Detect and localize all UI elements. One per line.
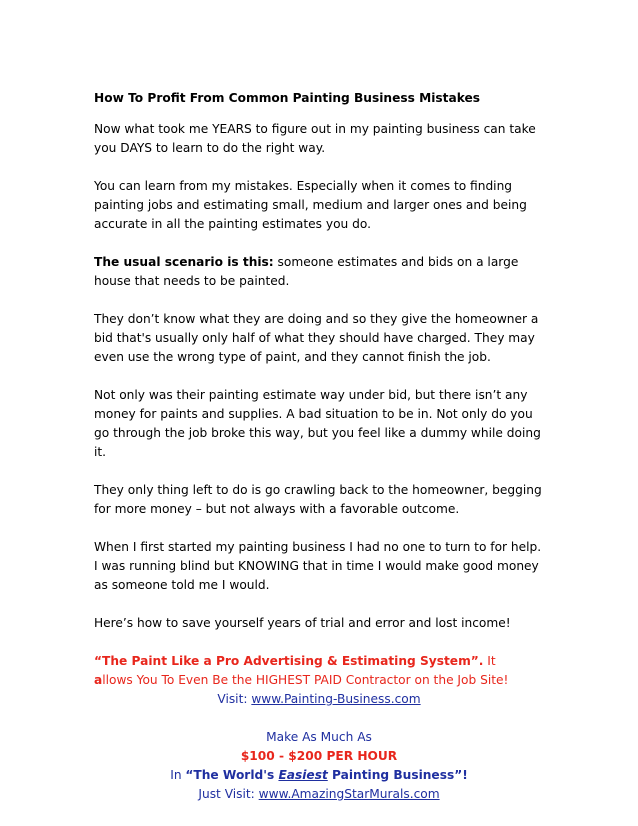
paragraph-scenario <box>94 253 544 291</box>
promo-worlds-pre: “The World's <box>185 768 279 782</box>
promo-allows-rest: llows You To Even Be the HIGHEST PAID Contractor on the Job Site! <box>102 673 509 687</box>
scenario-text: someone estimates and bids on a large house that needs to be painted. <box>94 255 519 288</box>
promo-just-visit-line <box>94 785 544 804</box>
spacer <box>94 709 544 728</box>
document-title: How To Profit From Common Painting Business Mistakes <box>94 91 481 105</box>
paragraph-save-yourself: Here’s how to save yourself years of trial and error and lost income! <box>94 616 511 630</box>
promo-visit-line <box>94 690 544 709</box>
paragraph-bid: They don’t know what they are doing and so they give the homeowner a bid that's usually only half of what they should have charged. They may even use the wrong type of paint, and they cannot finish the job. <box>94 312 539 364</box>
paragraph-first-started: When I first started my painting business I had no one to turn to for help. I was running blind but KNOWING that in time I would make good money as someone told me I would. <box>94 540 542 592</box>
scenario-lead: The usual scenario is this: <box>94 255 274 269</box>
promo-system-line <box>94 652 544 671</box>
document-page <box>94 89 544 804</box>
paragraph-intro: Now what took me YEARS to figure out in my painting business can take you DAYS to learn to do the right way. <box>94 122 536 155</box>
promo-just-visit-label: Just Visit: <box>198 787 259 801</box>
painting-business-link[interactable]: www.Painting-Business.com <box>251 692 421 706</box>
promo-make-line: Make As Much As <box>266 730 372 744</box>
promo-system-name: “The Paint Like a Pro Advertising & Estimating System”. <box>94 654 484 668</box>
promo-rate-line: $100 - $200 PER HOUR <box>240 749 398 763</box>
paragraph-learn: You can learn from my mistakes. Especially when it comes to finding painting jobs and estimating small, medium and larger ones and being accurate in all the painting estimates you do. <box>94 179 527 231</box>
promo-allows-line <box>94 671 544 690</box>
promo-in-word: In <box>170 768 186 782</box>
amazing-star-murals-link[interactable]: www.AmazingStarMurals.com <box>258 787 440 801</box>
paragraph-crawling: They only thing left to do is go crawling back to the homeowner, begging for more money – but not always with a favorable outcome. <box>94 483 542 516</box>
promo-it: It <box>483 654 496 668</box>
promo-allows-first: a <box>94 673 103 687</box>
promo-worlds-line <box>94 766 544 785</box>
paragraph-underbid: Not only was their painting estimate way under bid, but there isn’t any money for paints and supplies. A bad situation to be in. Not only do you go through the job broke this way, but you feel like a dummy while doing it. <box>94 388 541 459</box>
promo-visit-label: Visit: <box>217 692 252 706</box>
promo-worlds-post: Painting Business”! <box>327 768 468 782</box>
promo-easiest: Easiest <box>278 768 328 782</box>
